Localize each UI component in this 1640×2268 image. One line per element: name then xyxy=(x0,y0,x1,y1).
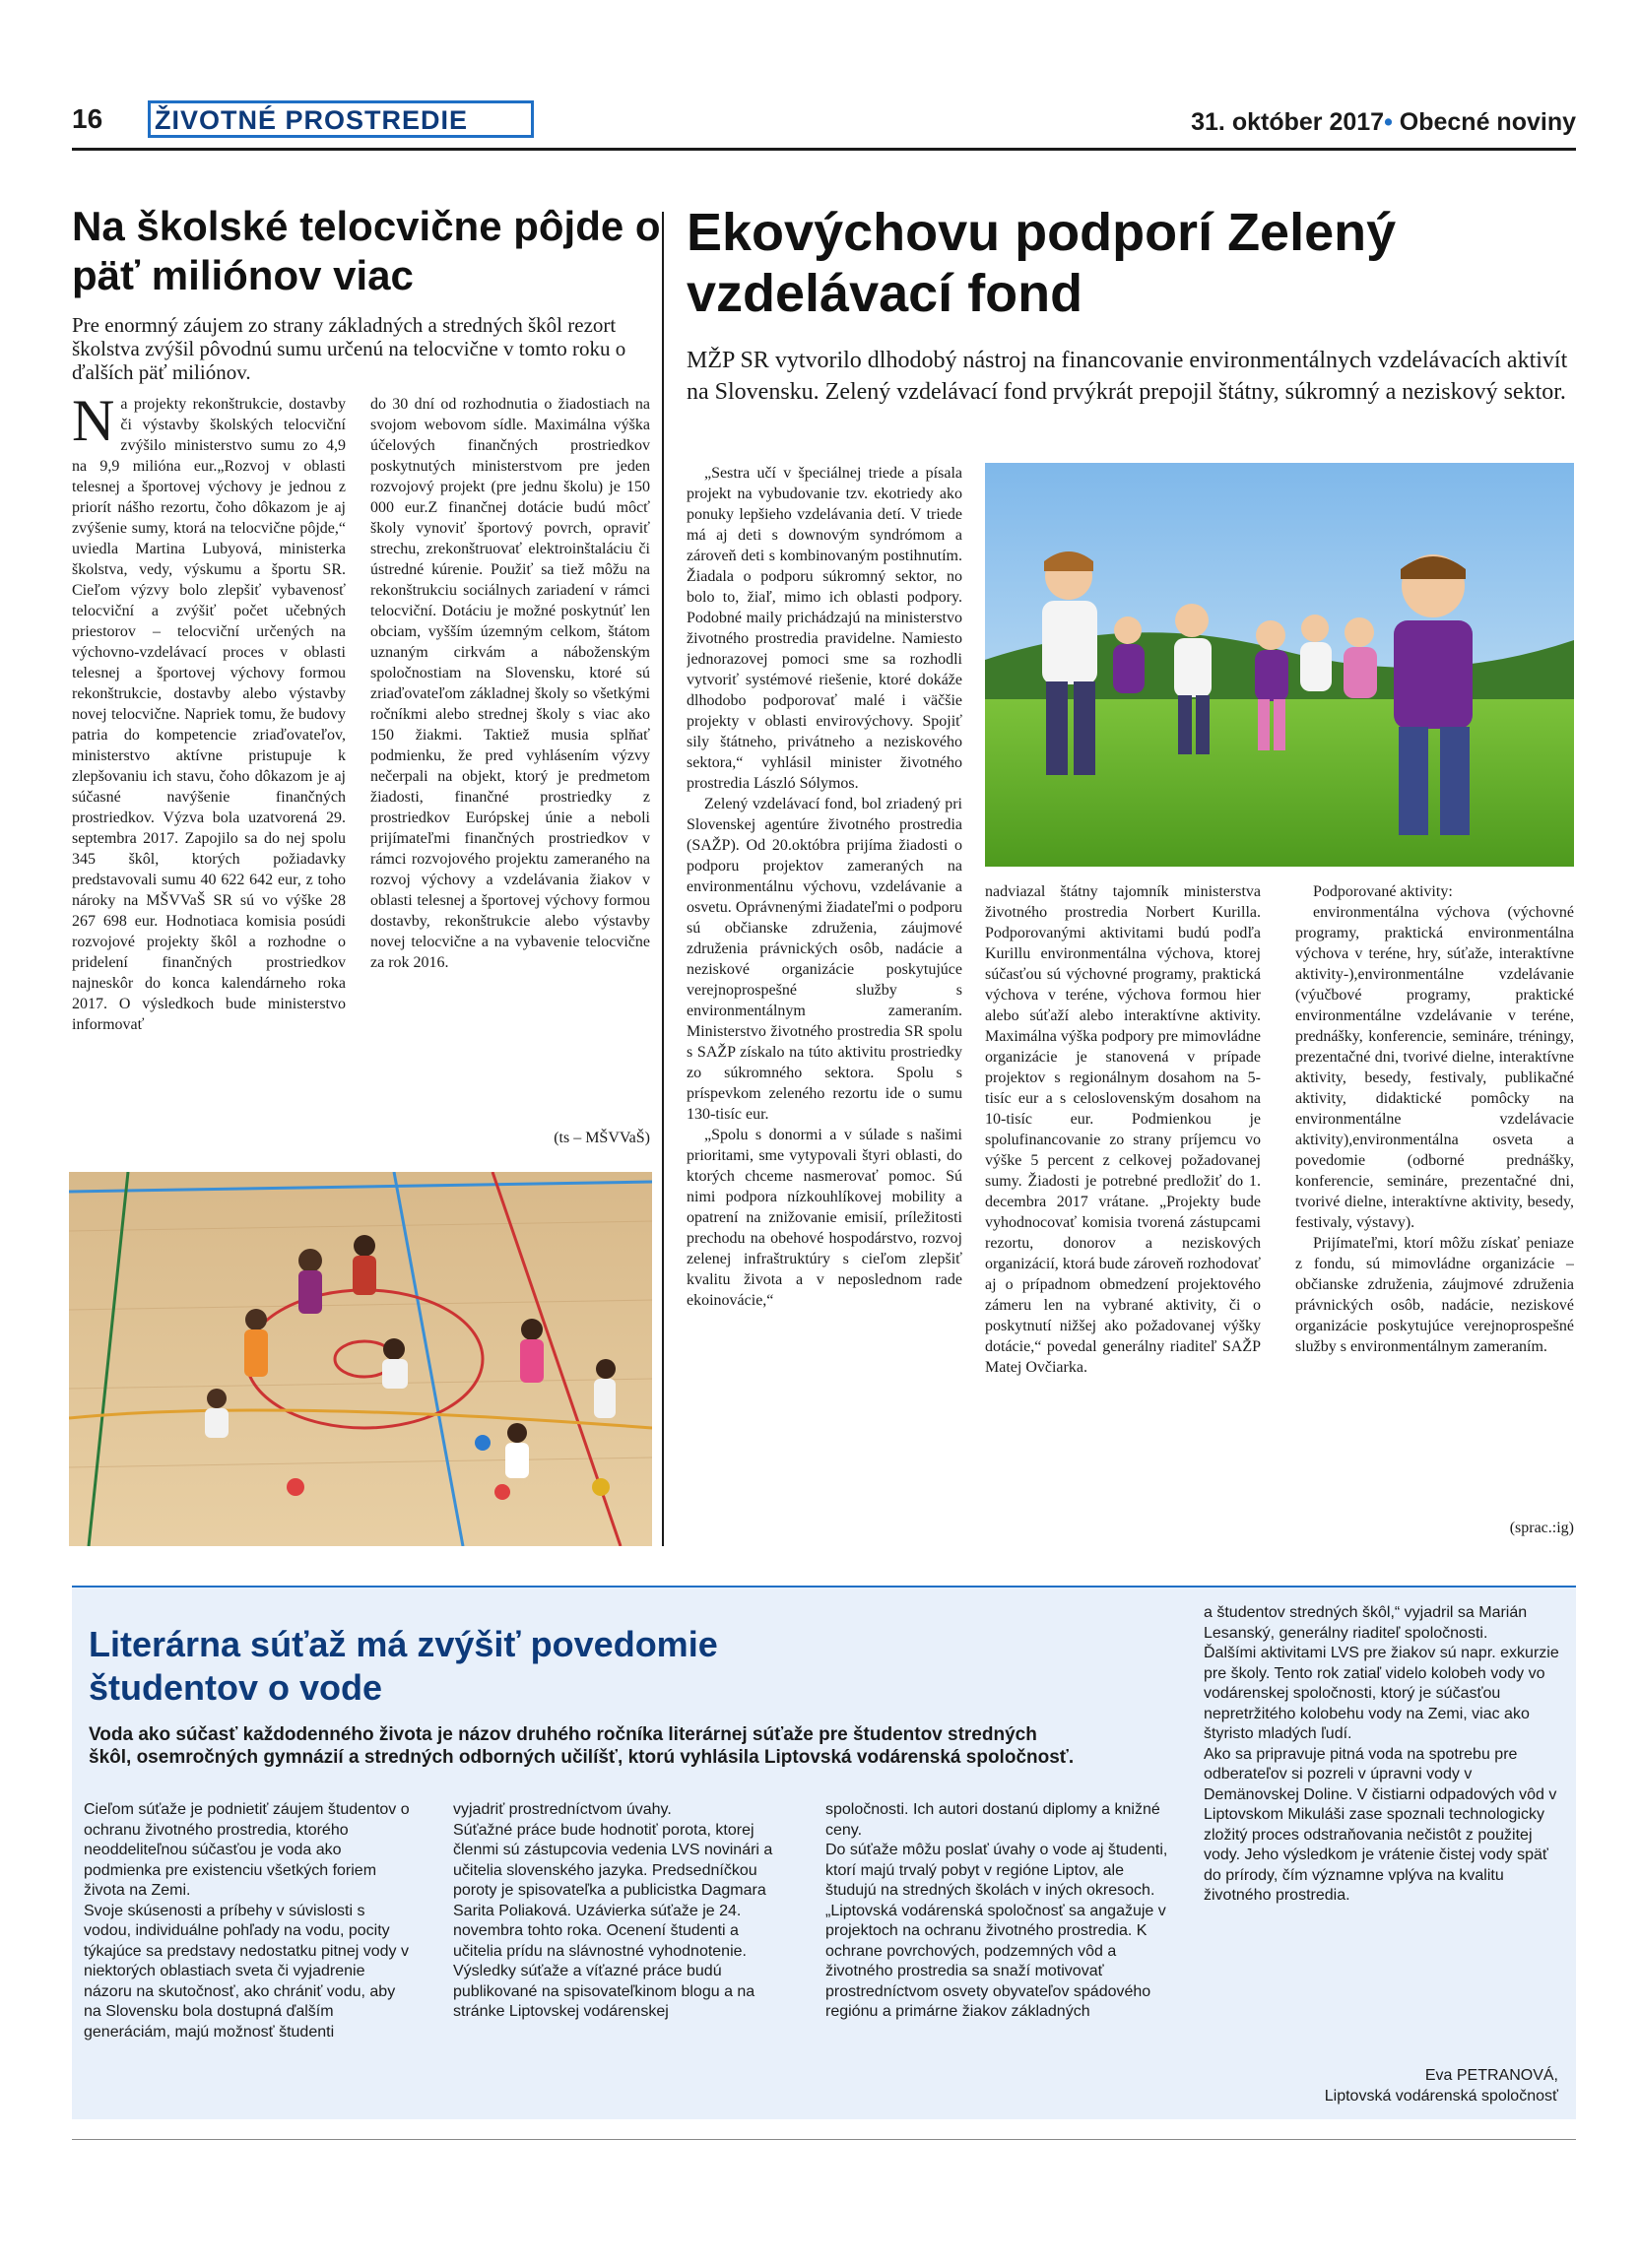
left-article-signature: (ts – MŠVVaŠ) xyxy=(554,1130,650,1146)
right-article-signature: (sprac.:ig) xyxy=(1509,1520,1574,1536)
column-divider xyxy=(662,212,664,1546)
header-rule xyxy=(72,148,1576,151)
bottom-col2-p2: Súťažné práce bude hodnotiť porota, ktorej členmi sú zástupcovia vedenia LVS novinári a učitelia slovenského jazyka. Predsedníčkou poroty je spisovateľka a publicistka Dagmara Sarita Poliaková. Uzávierka súťaže je 24. novembra tohto roka. Ocenení študenti a učitelia prídu na slávnostné vyhodnotenie. xyxy=(453,1821,773,1960)
left-article-headline: Na školské telocvične pôjde o päť miliónov viac xyxy=(72,203,661,298)
drop-cap: N xyxy=(72,394,115,453)
page-number: 16 xyxy=(72,103,103,134)
left-article-column-1 xyxy=(72,394,346,1152)
right-article-col2-p1: nadviazal štátny tajomník ministerstva životného prostredia Norbert Kurilla. Podporovanými aktivitami budú podľa Kurillu environmentálna výchova, ktorej súčasťou sú výchovné programy, praktická výchova v teréne, výchova formou hier alebo súťaží alebo interaktívne aktivity. Maximálna výška podpory pre mimovládne organizácie je stanovená v prípade projektov s regionálnym dosahom na 5-tisíc eur a s celoslovenským dosahom na 10-tisíc eur. Podmienkou je spolufinancovanie zo strany príjemcu vo výške 5 percent z celkovej požadovanej sumy. Žiadosti je potrebné predložiť do 1. decembra 2017 vrátane. „Projekty bude vyhodnocovať komisia tvorená zástupcami rezortu, donorov a neziskových organizácií, ktorá bude zároveň rozhodovať aj o prípadnom obmedzení projektového zámeru len na vybrané aktivity, či o poskytnutí nižšej ako požadovanej výšky dotácie,“ povedal generálny riaditeľ SAŽP Matej Ovčiarka. xyxy=(985,883,1261,1376)
left-article-col1-text: a projekty rekonštrukcie, dostavby či výstavby školských telocviční zvýšilo ministerstvo sumu zo 4,9 na 9,9 milióna eur.„Rozvoj v oblasti telesnej a športovej výchovy je jednou z priorít nášho rezortu, čoho dôkazom je aj zvýšenie sumy, ktorá na telocvične pôjde,“ uviedla Martina Lubyová, ministerka školstva, vedy, výskumu a športu SR. Cieľom výzvy bolo zlepšiť vybavenosť telocviční a zvýšiť počet učebných priestorov – telocviční určených na výchovno-vzdelávací proces v oblasti telesnej a športovej výchovy formou rekonštrukcie, dostavby alebo výstavby novej telocvične. Napriek tomu, že budovy patria do kompetencie zriaďovateľov, ministerstvo aktívne pristupuje k zlepšovaniu ich stavu, čoho dôkazom je aj súčasné navýšenie finančných prostriedkov. Výzva bola uzatvorená 29. septembra 2017. Zapojilo sa do nej spolu 345 škôl, ktorých požiadavky predstavovali sumu 40 622 642 eur, z toho nároky na MŠVVaŠ SR sú vo výške 28 267 698 eur. Hodnotiaca komisia posúdi rozvojové projekty škôl a rozhodne o pridelení finančných prostriedkov najneskôr do konca kalendárneho roka 2017. O výsledkoch bude ministerstvo informovať xyxy=(72,396,346,1033)
bottom-col4-p2: Ďalšími aktivitami LVS pre žiakov sú napr. exkurzie pre školy. Tento rok zatiaľ videlo kolobeh vody vo vodárenskej spoločnosti, ktorý je súčasťou nepretržitého kolobehu vody na Zemi, viac ako štyristo mladých ľudí. xyxy=(1204,1645,1559,1742)
right-article-col1-p1: „Sestra učí v špeciálnej triede a písala projekt na vybudovanie tzv. ekotriedy ako ponuky lepšieho vzdelávania detí. V triede má aj deti s downovým syndrómom a zároveň deti s kombinovaným postihnutím. Žiadala o podporu súkromný sektor, no bolo to, žiaľ, mimo ich oblasti podpory. Podobné maily prichádzajú na ministerstvo životného prostredia pravidelne. Namiesto jednorazovej pomoci sme sa rozhodli vytvoriť systémové riešenie, ktoré dokáže dlhodobo podporovať malé i väčšie projekty v oblasti envirovýchovy. Spojiť sily štátneho, privátneho a neziskového sektora,“ vyhlásil minister životného prostredia László Sólymos. xyxy=(687,465,962,792)
bottom-col1-p1: Cieľom súťaže je podnietiť záujem študentov o ochranu životného prostredia, ktorého neoddeliteľnou súčasťou je voda ako podmienka pre existenciu všetkých foriem života na Zemi. xyxy=(84,1801,410,1899)
bottom-article-column-3 xyxy=(825,1800,1175,2106)
gym-photo xyxy=(69,1172,652,1546)
newspaper-name: Obecné noviny xyxy=(1399,108,1576,136)
right-article-lede: MŽP SR vytvorilo dlhodobý nástroj na financovanie environmentálnych vzdelávacích aktivít na Slovensku. Zelený vzdelávací fond prvýkrát prepojil štátny, súkromný a neziskový sektor. xyxy=(687,348,1568,405)
separator-dot: • xyxy=(1384,108,1393,136)
footer-rule xyxy=(72,2139,1576,2140)
right-article-column-2 xyxy=(985,881,1261,1551)
bottom-article-column-2 xyxy=(453,1800,788,2106)
bottom-col4-p3: Ako sa pripravuje pitná voda na spotrebu pre odberateľov si pozreli v úpravni vody v Demänovskej Doline. V čistiarni odpadových vôd v Liptovskom Mikuláši zase spoznali technologicky zložitý proces odstraňovania nečistôt z použitej vody. Jeho výsledkom je vrátenie čistej vody späť do prírody, čím významne vplýva na kvalitu životného prostredia. xyxy=(1204,1745,1557,1904)
bottom-col3-p3: „Liptovská vodárenská spoločnosť sa angažuje v projektoch na ochranu životného prostredia. K ochrane povrchových, podzemných vôd a životného prostredia sa snaží motivovať prostredníctvom osvety obyvateľov spádového regiónu a primárne žiakov základných xyxy=(825,1902,1166,2020)
author-name: Eva PETRANOVÁ, xyxy=(1424,2067,1558,2084)
right-article-col3-p1: Podporované aktivity: xyxy=(1313,883,1453,900)
bottom-col2-p3: Výsledky súťaže a víťazné práce budú publikované na spisovateľkinom blogu a na stránke Liptovskej vodárenskej xyxy=(453,1963,755,2020)
bottom-article-column-1 xyxy=(84,1800,414,2106)
bottom-col2-p1: vyjadriť prostredníctvom úvahy. xyxy=(453,1801,672,1818)
author-organization: Liptovská vodárenská spoločnosť xyxy=(1324,2087,1558,2105)
right-article-headline: Ekovýchovu podporí Zelený vzdelávací fond xyxy=(687,203,1397,323)
right-article-column-3 xyxy=(1295,881,1574,1522)
bottom-col4-p1: a študentov stredných škôl,“ vyjadril sa Marián Lesanský, generálny riaditeľ spoločnosti. xyxy=(1204,1604,1528,1642)
gym-photo-image xyxy=(69,1172,652,1546)
section-label: ŽIVOTNÉ PROSTREDIE xyxy=(148,100,534,138)
left-article-lede: Pre enormný záujem zo strany základných a stredných škôl rezort školstva zvýšil pôvodnú sumu určenú na telocvične v tomto roku o ďalších päť miliónov. xyxy=(72,313,626,384)
bottom-col3-p2: Do súťaže môžu poslať úvahy o vode aj študenti, ktorí majú trvalý pobyt v regióne Liptov, ale študujú na stredných školách v iných okresoch. xyxy=(825,1842,1168,1899)
right-article-col3-p2: environmentálna výchova (výchovné programy, praktická environmentálna výchova v teréne, hry, súťaže, interaktívne aktivity-),environmentálne vzdelávanie (výučbové programy, praktické environmentálne vzdelávanie v teréne, prednášky, konferencie, semináre, tréningy, prezentačné dni, tvorivé dielne, interaktívne aktivity, besedy, festivaly, publikačné aktivity, didaktické pomôcky na environmentálne vzdelávacie aktivity),environmentálna osveta a povedomie (odborné prednášky, konferencie, semináre, prezentačné dni, tvorivé dielne, interaktívne aktivity, besedy, festivaly, výstavy). xyxy=(1295,904,1574,1231)
bottom-article-signature xyxy=(1204,2066,1558,2106)
bottom-col3-p1: spoločnosti. Ich autori dostanú diplomy a knižné ceny. xyxy=(825,1801,1160,1839)
left-article-col2-text: do 30 dní od rozhodnutia o žiadostiach na svojom webovom sídle. Maximálna výška účelových finančných prostriedkov poskytnutých ministerstvom pre jeden rozvojový projekt (pre jednu školu) je 150 000 eur.Z finančnej dotácie budú môcť školy vynoviť športový povrch, opraviť strechu, zrekonštruovať elektroinštaláciu či ústredné kúrenie. Použiť sa tiež môžu na rekonštrukciu sociálnych zariadení v rámci telocviční. Dotáciu je možné poskytnúť len obciam, vyšším územným celkom, štátom uznaným cirkvám a náboženským spoločnostiam na Slovensku, ktoré sú zriaďovateľom základnej školy so všetkými ročníkmi alebo strednej školy s viac ako 150 žiakmi. Taktiež musia splňať podmienku, že pred vyhlásením výzvy nečerpali na objekt, ktorý je predmetom žiadosti, finančné prostriedky z prostriedkov Európskej únie a neboli prijímateľmi finančných prostriedkov v rámci rozvojového projektu zameraného na rozvoj výchovy a vzdelávania žiakov v oblasti telesnej a športovej výchovy formou dostavby, rekonštrukcie alebo výstavby novej telocvične a na vybavenie telocvične za rok 2016. xyxy=(370,396,650,971)
right-article-col3-p3: Prijímateľmi, ktorí môžu získať peniaze z fondu, sú mimovládne organizácie – občianske združenia, záujmové združenia právnických osôb, nadácie, neziskové organizácie poskytujúce verejnoprospešné služby s environmentálnym zameraním. xyxy=(1295,1235,1574,1355)
bottom-article-column-4 xyxy=(1204,1603,1566,2066)
issue-info xyxy=(985,108,1576,137)
issue-date: 31. október 2017 xyxy=(1191,108,1385,136)
left-article-column-2 xyxy=(370,394,650,1142)
right-article-col1-p3: „Spolu s donormi a v súlade s našimi prioritami, sme vytypovali štyri oblasti, do ktorých chceme nasmerovať pomoc. Sú nimi podpora nízkouhlíkovej mobility a opatrení na znižovanie emisií, príležitosti prechodu na obehové hospodárstvo, rozvoj zelenej infraštruktúry s cieľom zlepšiť kvalitu života a v neposlednom rade ekoinovácie,“ xyxy=(687,1127,962,1309)
bottom-article-headline: Literárna súťaž má zvýšiť povedomie študentov o vode xyxy=(89,1624,718,1708)
right-article-column-1 xyxy=(687,463,962,1546)
right-article-col1-p2: Zelený vzdelávací fond, bol zriadený pri Slovenskej agentúre životného prostredia (SAŽP). Od 20.októbra prijíma žiadosti o podporu projektov zameraných na environmentálnu výchovu, vzdelávanie a osvetu. Oprávnenými žiadateľmi o podporu sú občianske združenia, záujmové združenia právnických osôb, nadácie a neziskové organizácie poskytujúce verejnoprospešné služby s environmentálnym zameraním. Ministerstvo životného prostredia SR spolu s SAŽP získalo na túto aktivitu prostriedky zo súkromného sektora. Spolu s príspevkom zeleného rezortu ide o sumu 130-tisíc eur. xyxy=(687,796,962,1123)
children-photo-image xyxy=(985,463,1574,867)
bottom-article-lede: Voda ako súčasť každodenného života je názov druhého ročníka literárnej súťaže pre študentov stredných škôl, osemročných gymnázií a stredných odborných učilíšť, ktorú vyhlásila Liptovská vodárenská spoločnosť. xyxy=(89,1724,1075,1768)
children-photo xyxy=(985,463,1574,867)
bottom-col1-p2: Svoje skúsenosti a príbehy v súvislosti s vodou, individuálne pohľady na vodu, pocity týkajúce sa predstavy nedostatku pitnej vody v niektorých oblastiach sveta či vyjadrenie názoru na skutočnosť, ako chrániť vodu, aby na Slovensku bola dostupná ďalším generáciám, majú možnosť študenti xyxy=(84,1902,409,2041)
